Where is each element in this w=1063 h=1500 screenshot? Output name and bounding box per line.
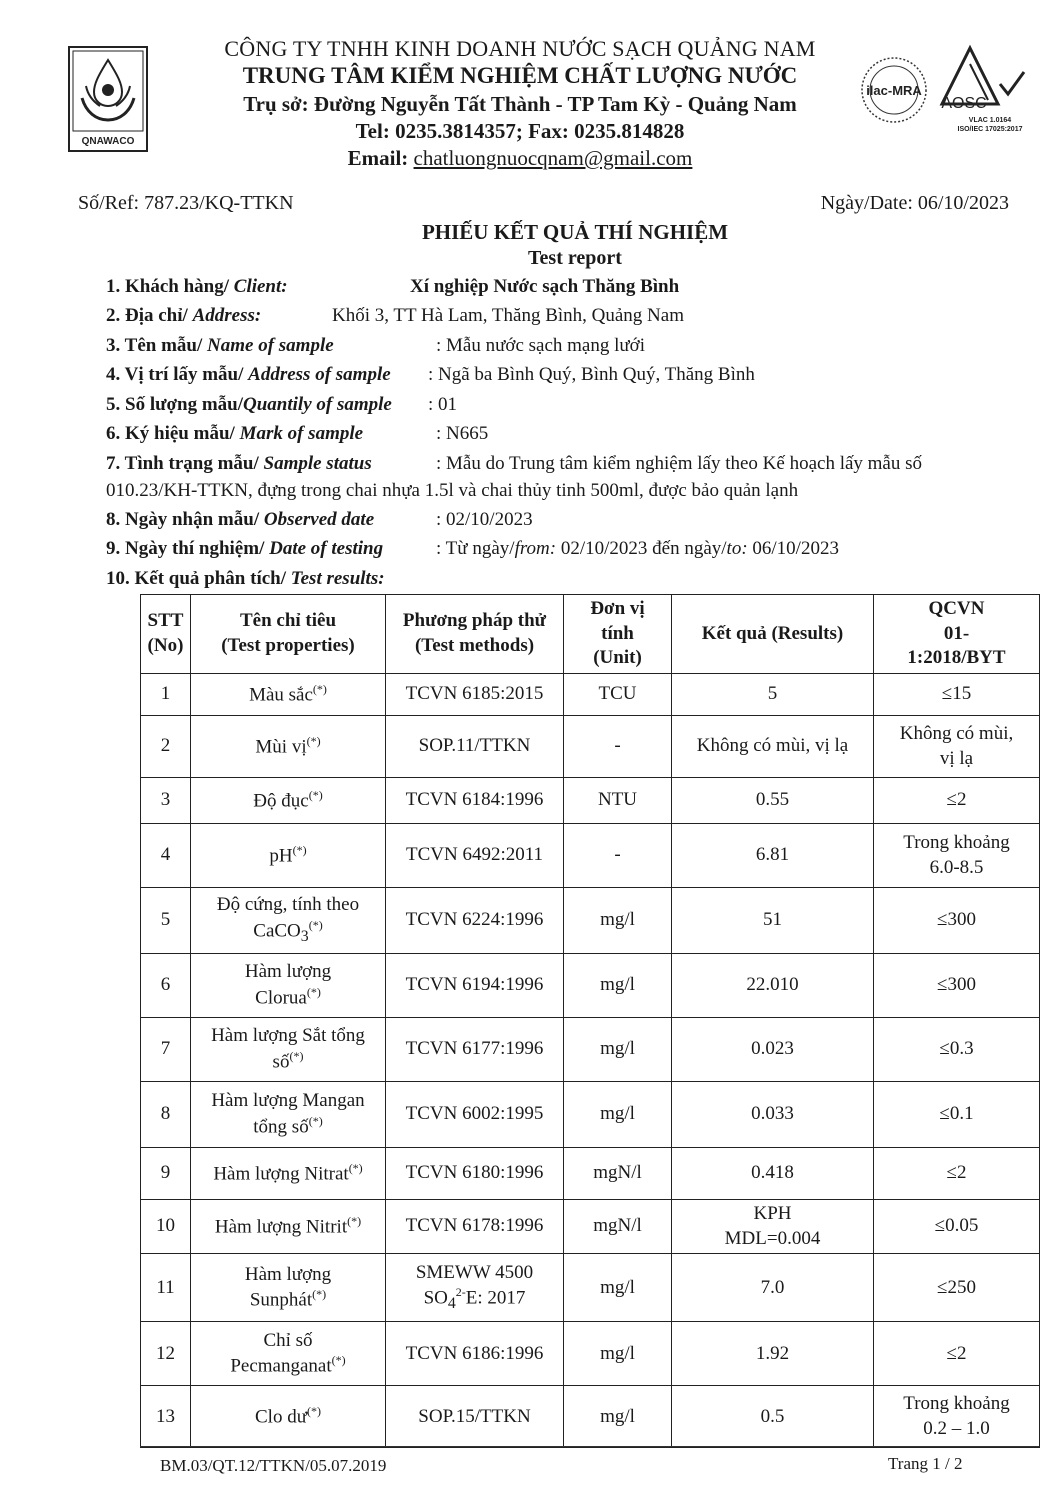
cell-property: Hàm lượng Mangan tổng số(*) bbox=[191, 1082, 386, 1148]
col-header-unit: Đơn vị tính (Unit) bbox=[564, 595, 672, 674]
cell-method: TCVN 6492:2011 bbox=[386, 824, 564, 888]
accredited-mark: (*) bbox=[307, 1403, 321, 1418]
cell-method: TCVN 6178:1996 bbox=[386, 1200, 564, 1254]
table-row bbox=[141, 1200, 1040, 1254]
table-row bbox=[141, 1322, 1040, 1386]
cell-no: 9 bbox=[141, 1148, 191, 1200]
cell-no: 13 bbox=[141, 1386, 191, 1448]
cell-method: TCVN 6002:1995 bbox=[386, 1082, 564, 1148]
cell-method: TCVN 6184:1996 bbox=[386, 778, 564, 824]
observed-date-value: : 02/10/2023 bbox=[436, 509, 533, 530]
cell-method: SMEWW 4500 $SO_4^{2-}E$: 2017 bbox=[386, 1254, 564, 1322]
cell-no: 8 bbox=[141, 1082, 191, 1148]
cell-no: 11 bbox=[141, 1254, 191, 1322]
accredited-mark: (*) bbox=[308, 787, 323, 802]
accredited-mark: (*) bbox=[308, 918, 323, 933]
report-title-en: Test report bbox=[528, 247, 622, 269]
cell-limit: ≤0.1 bbox=[874, 1082, 1040, 1148]
report-title: PHIẾU KẾT QUẢ THÍ NGHIỆM bbox=[421, 220, 729, 244]
logo-text: QNAWACO bbox=[81, 136, 135, 147]
cell-result: 1.92 bbox=[672, 1322, 874, 1386]
info-testing-date: 9. Ngày thí nghiệm/ Date of testing : Từ ngày/from: 02/10/2023 đến ngày/to: 06/10/2023 bbox=[106, 538, 839, 559]
cell-unit: mg/l bbox=[564, 1322, 672, 1386]
cell-no: 4 bbox=[141, 824, 191, 888]
company-logo bbox=[68, 46, 148, 152]
email-link[interactable]: chatluongnuocqnam@gmail.com bbox=[413, 146, 693, 170]
table-header-row bbox=[141, 595, 1040, 674]
cell-result: 5 bbox=[672, 674, 874, 716]
cell-property: Độ đục(*) bbox=[191, 778, 386, 824]
cell-unit: mg/l bbox=[564, 1386, 672, 1448]
results-table bbox=[140, 594, 1040, 1448]
cell-no: 10 bbox=[141, 1200, 191, 1254]
cell-property: Hàm lượng Sunphát(*) bbox=[191, 1254, 386, 1322]
info-address: 2. Địa chỉ/ Address: Khối 3, TT Hà Lam, Thăng Bình, Quảng Nam bbox=[106, 305, 684, 326]
cell-result: 22.010 bbox=[672, 954, 874, 1018]
cell-property: Hàm lượng Nitrit(*) bbox=[191, 1200, 386, 1254]
iso-code: ISO/IEC 17025:2017 bbox=[957, 126, 1023, 133]
cell-property: Mùi vị(*) bbox=[191, 716, 386, 778]
accredited-mark: (*) bbox=[348, 1160, 363, 1175]
form-code: BM.03/QT.12/TTKN/05.07.2019 bbox=[160, 1456, 387, 1475]
cell-result: 0.033 bbox=[672, 1082, 874, 1148]
aosc-logo: AOSC bbox=[941, 95, 987, 112]
cell-no: 5 bbox=[141, 888, 191, 954]
cell-property: Chỉ số Pecmanganat(*) bbox=[191, 1322, 386, 1386]
cell-unit: mg/l bbox=[564, 1018, 672, 1082]
info-mark: 6. Ký hiệu mẫu/ Mark of sample : N665 bbox=[106, 423, 489, 444]
cell-result: Không có mùi, vị lạ bbox=[672, 716, 874, 778]
cell-limit: ≤250 bbox=[874, 1254, 1040, 1322]
cell-method: TCVN 6224:1996 bbox=[386, 888, 564, 954]
cell-result: 6.81 bbox=[672, 824, 874, 888]
mark-value: : N665 bbox=[436, 423, 489, 444]
accredited-mark: (*) bbox=[312, 681, 327, 696]
cell-unit: mg/l bbox=[564, 888, 672, 954]
cell-limit: Không có mùi, vị lạ bbox=[874, 716, 1040, 778]
cell-limit: ≤2 bbox=[874, 1322, 1040, 1386]
cell-no: 3 bbox=[141, 778, 191, 824]
center-name: TRUNG TÂM KIỂM NGHIỆM CHẤT LƯỢNG NƯỚC bbox=[242, 63, 798, 88]
report-date: Ngày/Date: 06/10/2023 bbox=[820, 192, 1009, 214]
table-row bbox=[141, 1018, 1040, 1082]
reference-number: Số/Ref: 787.23/KQ-TTKN bbox=[78, 192, 294, 214]
info-results: 10. Kết quả phân tích/ Test results: bbox=[106, 568, 385, 589]
sample-name-value: : Mẫu nước sạch mạng lưới bbox=[436, 335, 646, 356]
cell-no: 12 bbox=[141, 1322, 191, 1386]
col-header-result: Kết quả (Results) bbox=[672, 595, 874, 674]
cell-unit: mg/l bbox=[564, 1254, 672, 1322]
accredited-mark: (*) bbox=[292, 842, 307, 857]
cell-result: 51 bbox=[672, 888, 874, 954]
cell-method: TCVN 6177:1996 bbox=[386, 1018, 564, 1082]
cell-method: SOP.11/TTKN bbox=[386, 716, 564, 778]
company-address: Trụ sở: Đường Nguyễn Tất Thành - TP Tam Kỳ - Quảng Nam bbox=[243, 92, 797, 116]
table-row bbox=[141, 824, 1040, 888]
company-name: CÔNG TY TNHH KINH DOANH NƯỚC SẠCH QUẢNG NAM bbox=[224, 36, 816, 61]
cell-limit: ≤2 bbox=[874, 778, 1040, 824]
col-header-stt: STT (No) bbox=[141, 595, 191, 674]
accredited-mark: (*) bbox=[306, 984, 321, 999]
cell-unit: mgN/l bbox=[564, 1200, 672, 1254]
cell-method: TCVN 6194:1996 bbox=[386, 954, 564, 1018]
col-header-qcvn: QCVN 01- 1:2018/BYT bbox=[874, 595, 1040, 674]
cell-unit: mg/l bbox=[564, 954, 672, 1018]
cell-limit: ≤0.05 bbox=[874, 1200, 1040, 1254]
info-client: 1. Khách hàng/ Client: Xí nghiệp Nước sạch Thăng Bình bbox=[106, 276, 680, 297]
cell-limit: Trong khoảng 0.2 – 1.0 bbox=[874, 1386, 1040, 1448]
testing-date-value: : Từ ngày/from: 02/10/2023 đến ngày/to: 06/10/2023 bbox=[436, 538, 839, 559]
cell-property: pH(*) bbox=[191, 824, 386, 888]
table-row bbox=[141, 888, 1040, 954]
footer-divider bbox=[140, 1446, 1039, 1447]
cell-method: TCVN 6186:1996 bbox=[386, 1322, 564, 1386]
cell-limit: ≤300 bbox=[874, 888, 1040, 954]
table-row bbox=[141, 1386, 1040, 1448]
accredited-mark: (*) bbox=[289, 1048, 304, 1063]
company-email bbox=[150, 146, 890, 171]
table-row bbox=[141, 1148, 1040, 1200]
cell-property: Hàm lượng Clorua(*) bbox=[191, 954, 386, 1018]
cell-no: 6 bbox=[141, 954, 191, 1018]
accredited-mark: (*) bbox=[308, 1113, 323, 1128]
sample-location-value: : Ngã ba Bình Quý, Bình Quý, Thăng Bình bbox=[428, 364, 755, 385]
table-row bbox=[141, 1254, 1040, 1322]
info-status: 7. Tình trạng mẫu/ Sample status : Mẫu do Trung tâm kiểm nghiệm lấy theo Kế hoạch lấy mẫu số bbox=[106, 453, 923, 474]
col-header-property: Tên chỉ tiêu (Test properties) bbox=[191, 595, 386, 674]
table-row bbox=[141, 778, 1040, 824]
accredited-mark: (*) bbox=[312, 1287, 327, 1302]
info-observed-date: 8. Ngày nhận mẫu/ Observed date : 02/10/2023 bbox=[106, 509, 533, 530]
address-value: Khối 3, TT Hà Lam, Thăng Bình, Quảng Nam bbox=[332, 305, 684, 326]
table-row bbox=[141, 954, 1040, 1018]
vlac-code: VLAC 1.0164 bbox=[968, 117, 1012, 124]
email-label: Email: bbox=[347, 146, 414, 170]
table-row bbox=[141, 674, 1040, 716]
cell-no: 7 bbox=[141, 1018, 191, 1082]
table-row bbox=[141, 1082, 1040, 1148]
cell-result: KPH MDL=0.004 bbox=[672, 1200, 874, 1254]
client-value: Xí nghiệp Nước sạch Thăng Bình bbox=[410, 276, 680, 297]
accredited-mark: (*) bbox=[331, 1353, 346, 1368]
cell-method: TCVN 6185:2015 bbox=[386, 674, 564, 716]
cell-result: 7.0 bbox=[672, 1254, 874, 1322]
cell-property: Hàm lượng Nitrat(*) bbox=[191, 1148, 386, 1200]
cell-method: SOP.15/TTKN bbox=[386, 1386, 564, 1448]
cell-limit: ≤2 bbox=[874, 1148, 1040, 1200]
table-row bbox=[141, 716, 1040, 778]
info-quantity: 5. Số lượng mẫu/Quantily of sample : 01 bbox=[106, 394, 458, 415]
status-continued: 010.23/KH-TTKN, đựng trong chai nhựa 1.5l và chai thủy tinh 500ml, được bảo quản lạnh bbox=[106, 480, 799, 501]
cell-property: Màu sắc(*) bbox=[191, 674, 386, 716]
cell-result: 0.55 bbox=[672, 778, 874, 824]
cell-unit: - bbox=[564, 824, 672, 888]
cell-property: Clo dư(*) bbox=[191, 1386, 386, 1448]
cell-unit: - bbox=[564, 716, 672, 778]
cell-limit: ≤0.3 bbox=[874, 1018, 1040, 1082]
company-phone: Tel: 0235.3814357; Fax: 0235.814828 bbox=[355, 119, 685, 143]
cell-property: Hàm lượng Sắt tổng số(*) bbox=[191, 1018, 386, 1082]
cell-result: 0.418 bbox=[672, 1148, 874, 1200]
cell-unit: TCU bbox=[564, 674, 672, 716]
cell-property: Độ cứng, tính theo CaCO$_3$(*) bbox=[191, 888, 386, 954]
cell-result: 0.023 bbox=[672, 1018, 874, 1082]
cell-no: 1 bbox=[141, 674, 191, 716]
cell-limit: ≤15 bbox=[874, 674, 1040, 716]
info-sample-name: 3. Tên mẫu/ Name of sample : Mẫu nước sạch mạng lưới bbox=[106, 335, 646, 356]
accredited-mark: (*) bbox=[347, 1213, 362, 1228]
cell-limit: Trong khoảng 6.0-8.5 bbox=[874, 824, 1040, 888]
cell-no: 2 bbox=[141, 716, 191, 778]
cell-result: 0.5 bbox=[672, 1386, 874, 1448]
cell-unit: mgN/l bbox=[564, 1148, 672, 1200]
cell-limit: ≤300 bbox=[874, 954, 1040, 1018]
info-sample-location: 4. Vị trí lấy mẫu/ Address of sample : Ngã ba Bình Quý, Bình Quý, Thăng Bình bbox=[106, 364, 755, 385]
quantity-value: : 01 bbox=[428, 394, 458, 415]
ilac-mra-logo: ilac-MRA bbox=[866, 83, 922, 98]
page-number: Trang 1 / 2 bbox=[888, 1454, 963, 1473]
status-value: : Mẫu do Trung tâm kiểm nghiệm lấy theo Kế hoạch lấy mẫu số bbox=[436, 453, 923, 474]
accredited-mark: (*) bbox=[306, 733, 321, 748]
col-header-method: Phương pháp thử (Test methods) bbox=[386, 595, 564, 674]
cell-method: TCVN 6180:1996 bbox=[386, 1148, 564, 1200]
cell-unit: NTU bbox=[564, 778, 672, 824]
cell-unit: mg/l bbox=[564, 1082, 672, 1148]
